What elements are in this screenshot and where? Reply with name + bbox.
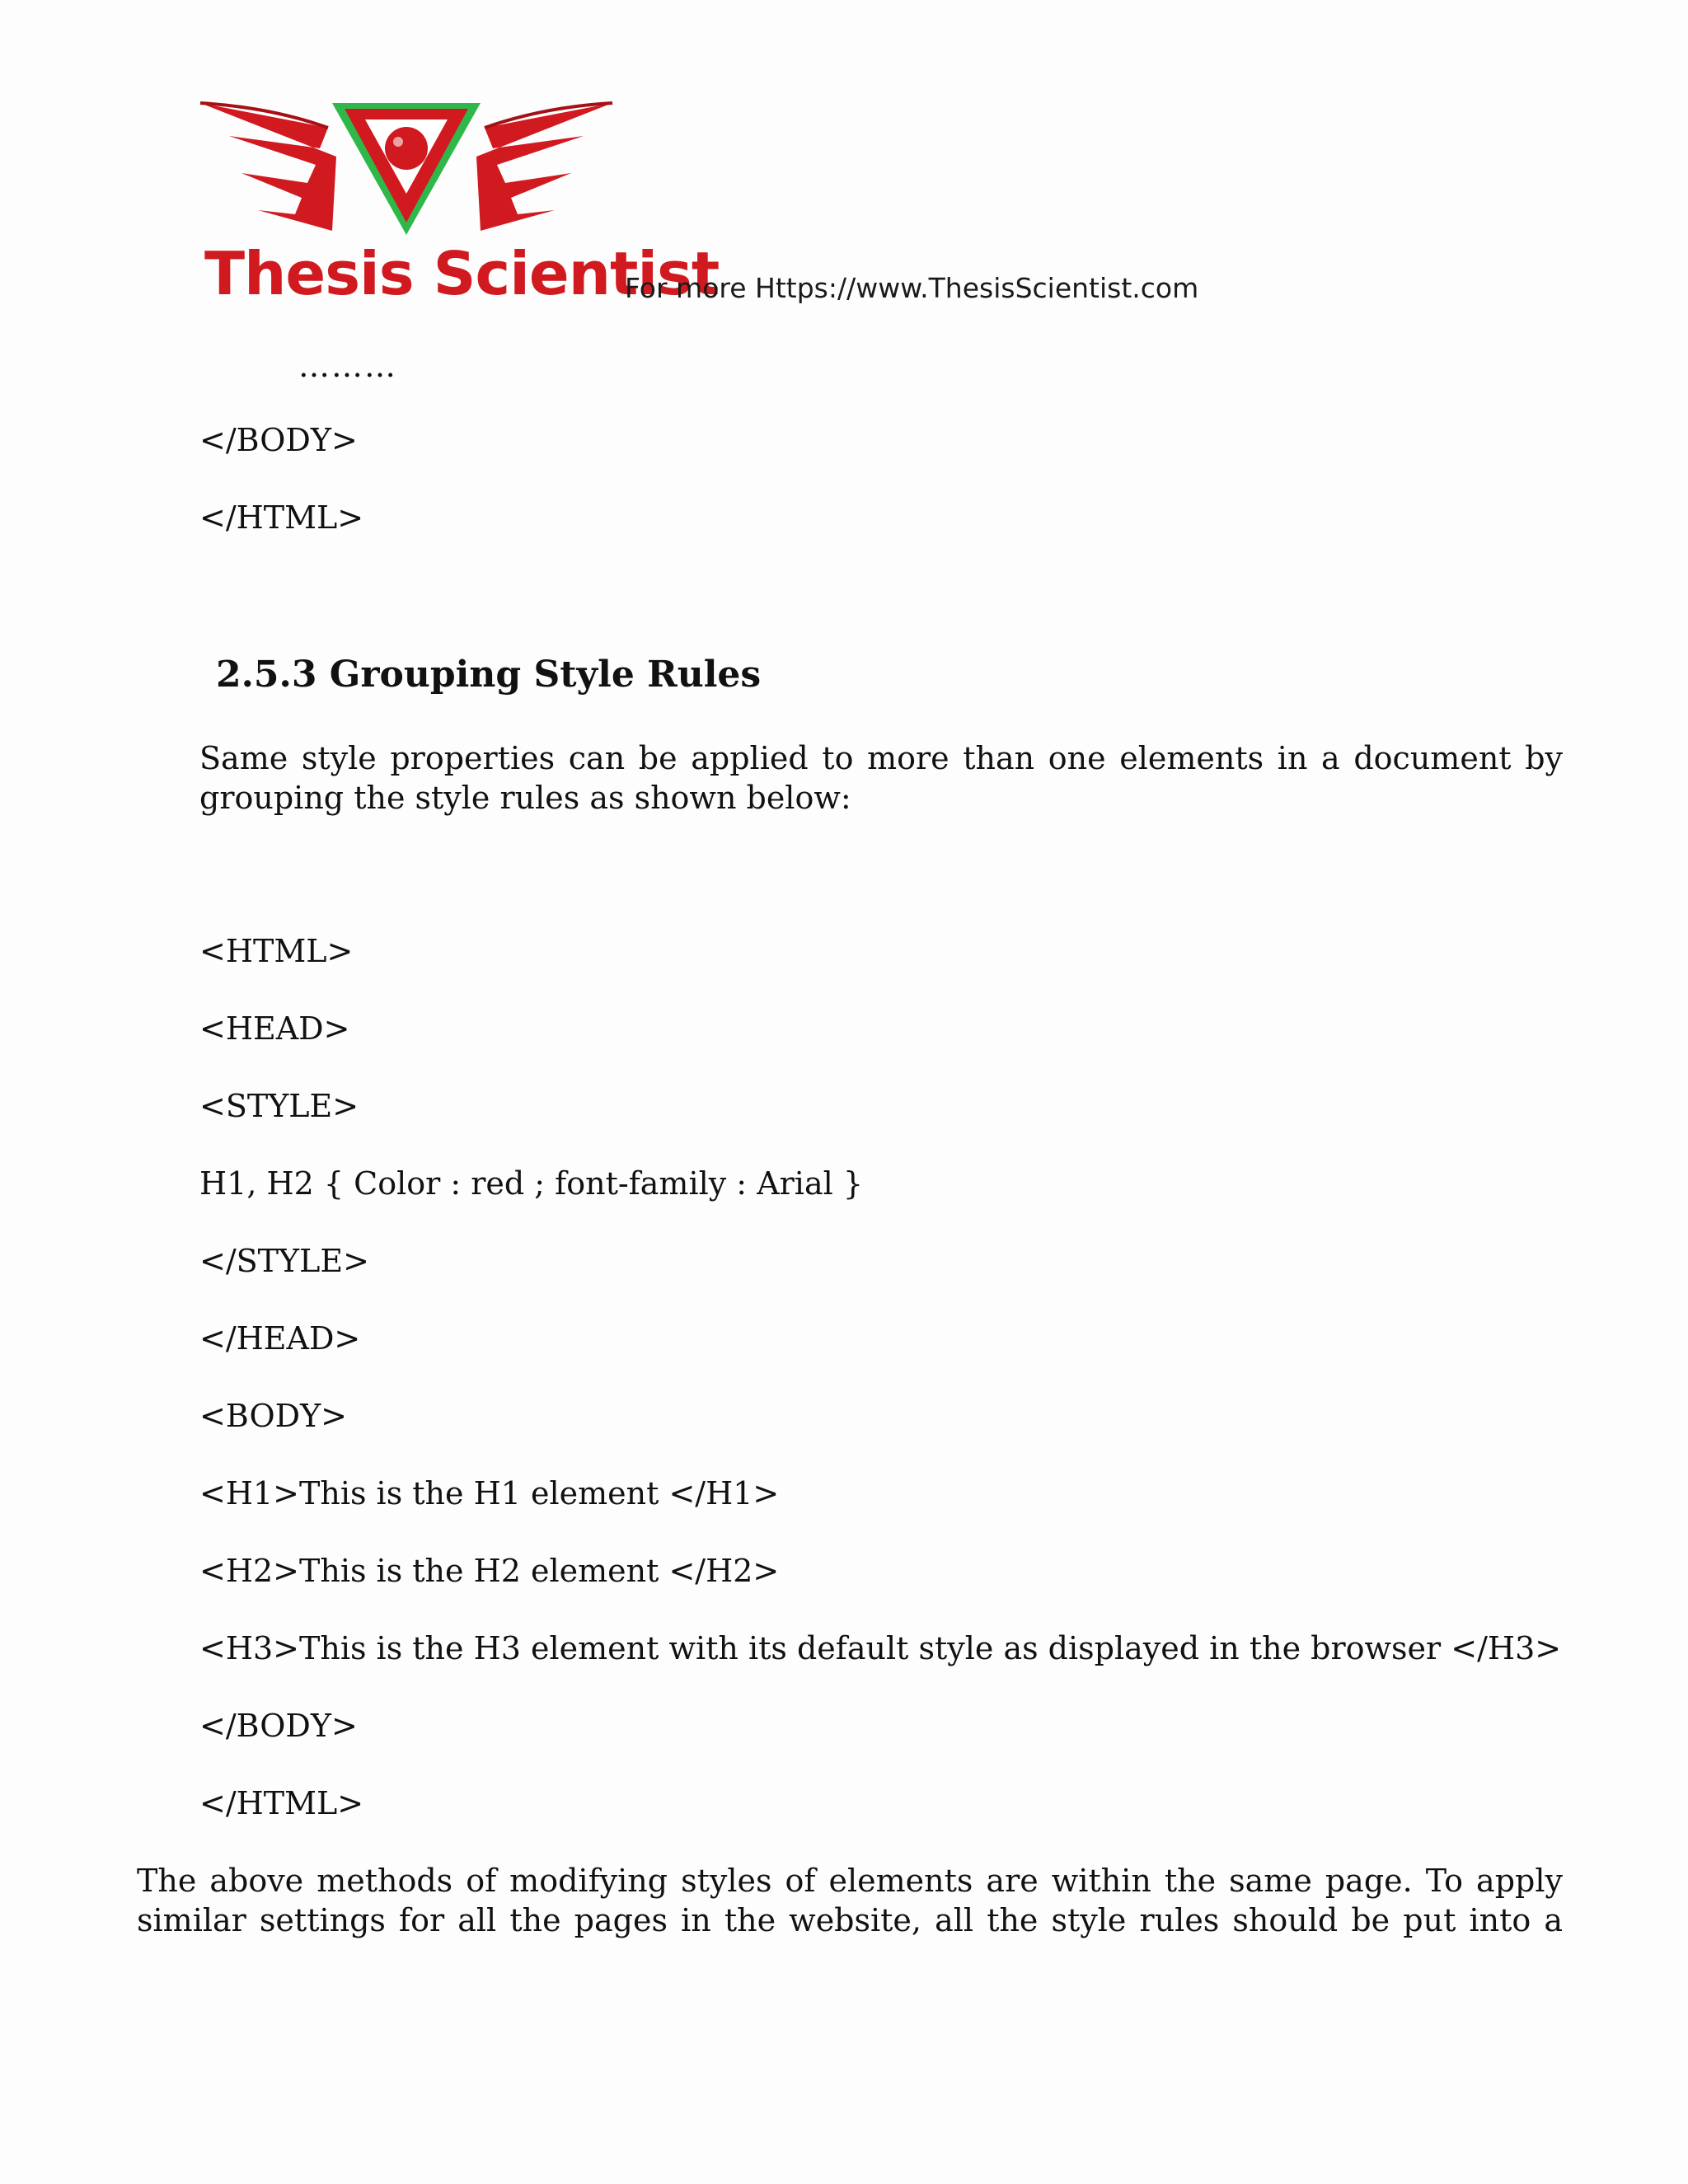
- section-heading: 2.5.3 Grouping Style Rules: [216, 654, 762, 696]
- code-line: </BODY>: [199, 1708, 358, 1744]
- header-website-link[interactable]: For more Https://www.ThesisScientist.com: [625, 272, 1199, 304]
- code-line: H1, H2 { Color : red ; font-family : Arial }: [199, 1165, 864, 1202]
- paragraph-line: Same style properties can be applied to more than one elements in a document by: [199, 740, 1563, 776]
- paragraph-line: similar settings for all the pages in the website, all the style rules should be put into a: [137, 1902, 1563, 1938]
- code-line: <H2>This is the H2 element </H2>: [199, 1553, 780, 1589]
- code-line: </BODY>: [199, 422, 358, 458]
- code-ellipsis: ………: [298, 348, 397, 384]
- logo-wordmark: Thesis Scientist: [204, 239, 720, 308]
- code-line: </HTML>: [199, 499, 364, 536]
- paragraph-line: The above methods of modifying styles of elements are within the same page. To apply: [137, 1863, 1563, 1899]
- intro-paragraph: [199, 738, 1563, 818]
- closing-paragraph: [137, 1861, 1563, 1940]
- thesis-scientist-logo: [196, 91, 720, 313]
- code-line: <HEAD>: [199, 1010, 350, 1047]
- code-line: <STYLE>: [199, 1088, 359, 1124]
- winged-triangle-logo-icon: [196, 91, 617, 247]
- code-line: <H3>This is the H3 element with its default style as displayed in the browser </H3>: [199, 1630, 1562, 1666]
- code-line: </STYLE>: [199, 1243, 369, 1279]
- code-line: </HTML>: [199, 1785, 364, 1821]
- code-line: <BODY>: [199, 1398, 348, 1434]
- code-line: </HEAD>: [199, 1320, 361, 1357]
- code-line: <H1>This is the H1 element </H1>: [199, 1475, 780, 1511]
- code-line: <HTML>: [199, 933, 354, 969]
- paragraph-line: grouping the style rules as shown below:: [199, 780, 851, 816]
